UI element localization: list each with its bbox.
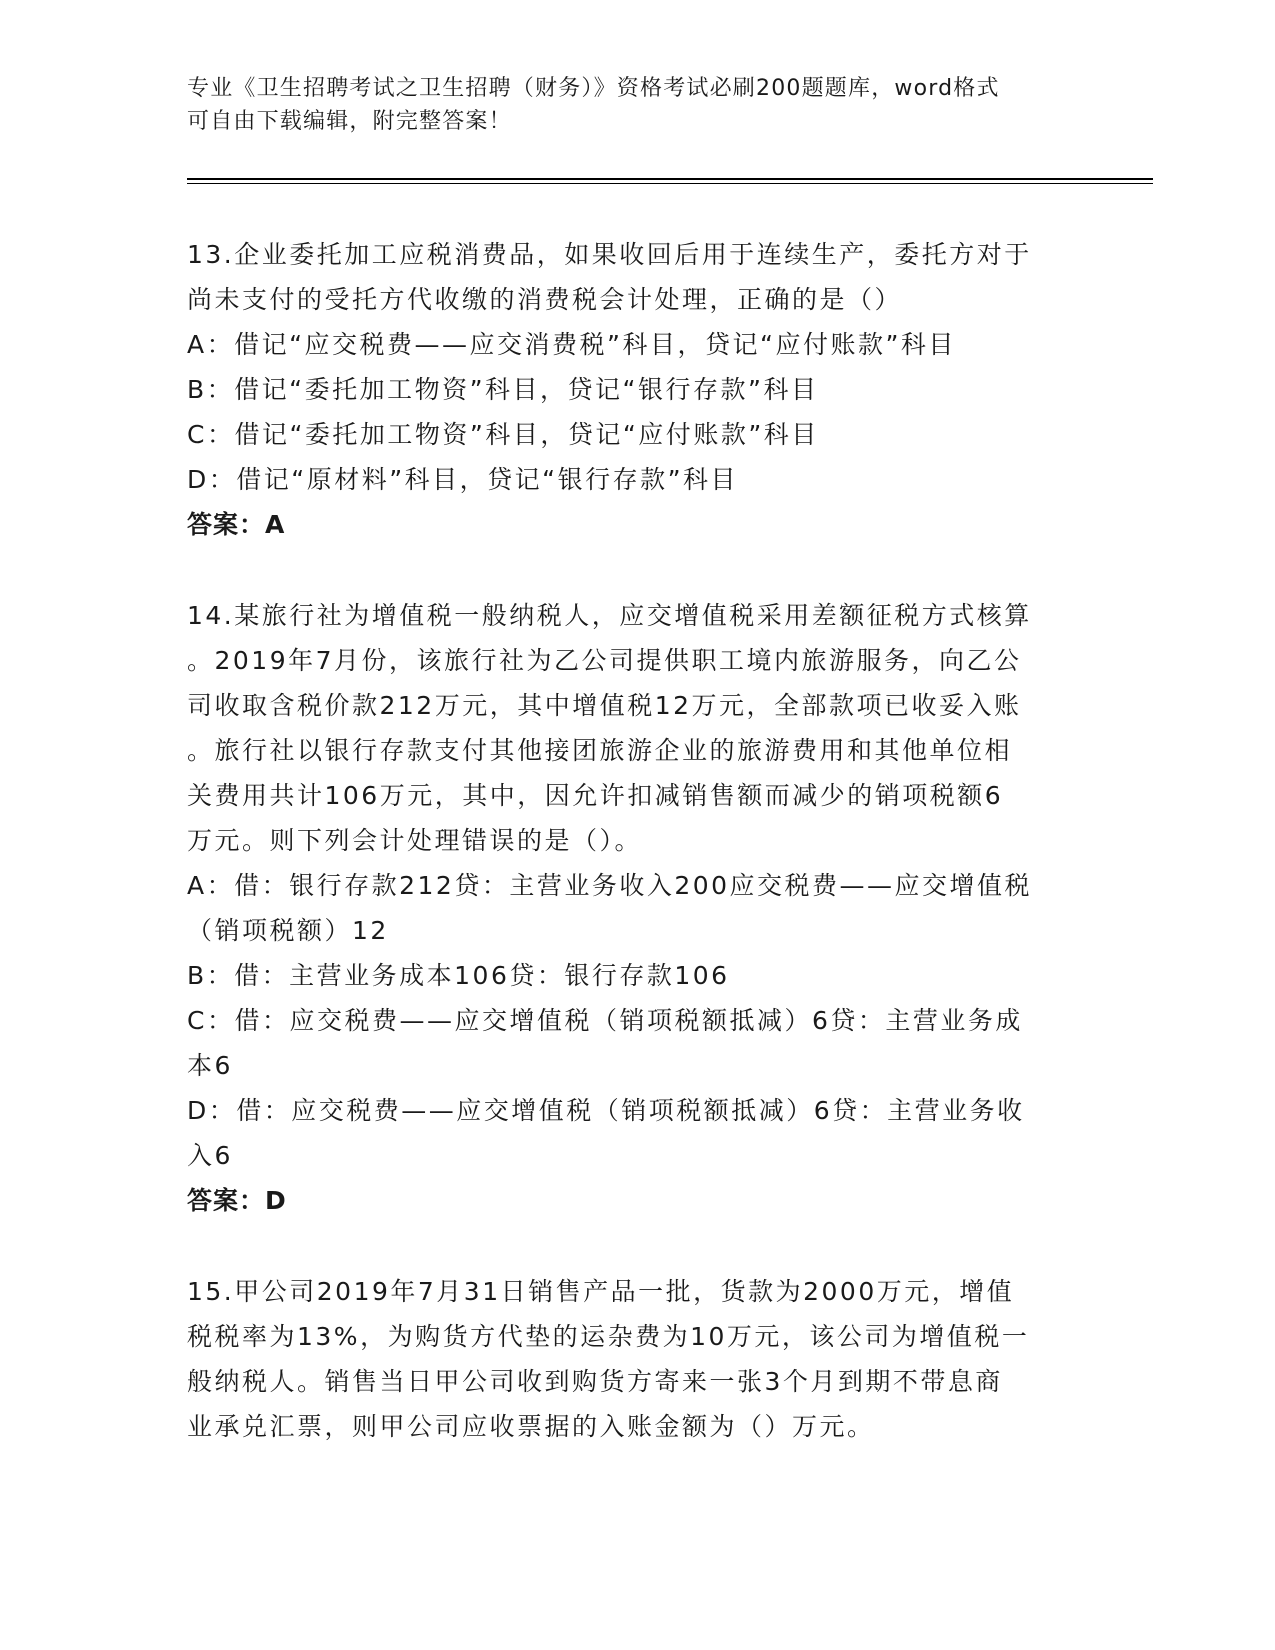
header-divider-thick [187, 178, 1153, 180]
option-a: A：借记“应交税费——应交消费税”科目，贷记“应付账款”科目 [187, 330, 956, 359]
question-text-line: 业承兑汇票，则甲公司应收票据的入账金额为（）万元。 [187, 1412, 875, 1441]
question-text-line: 司收取含税价款212万元，其中增值税12万元，全部款项已收妥入账 [187, 691, 1022, 720]
option-c-line-2: 本6 [187, 1051, 233, 1080]
question-text-line: 关费用共计106万元，其中，因允许扣减销售额而减少的销项税额6 [187, 781, 1004, 810]
header-divider-thin [187, 183, 1153, 184]
answer-label: 答案：A [187, 510, 286, 539]
answer-label: 答案：D [187, 1186, 287, 1215]
question-14 [187, 593, 1067, 1223]
question-13 [187, 232, 1067, 547]
option-c [187, 998, 1067, 1088]
option-c-line-1: C：借：应交税费——应交增值税（销项税额抵减）6贷：主营业务成 [187, 1006, 1023, 1035]
question-text-line: 15.甲公司2019年7月31日销售产品一批，货款为2000万元，增值 [187, 1277, 1015, 1306]
option-d-line-1: D：借：应交税费——应交增值税（销项税额抵减）6贷：主营业务收 [187, 1096, 1025, 1125]
question-text-line: 万元。则下列会计处理错误的是（）。 [187, 826, 643, 855]
question-text-line: 税税率为13%，为购货方代垫的运杂费为10万元，该公司为增值税一 [187, 1322, 1030, 1351]
option-c: C：借记“委托加工物资”科目，贷记“应付账款”科目 [187, 420, 819, 449]
document-header [187, 72, 1067, 138]
header-line-2: 可自由下载编辑，附完整答案！ [187, 109, 512, 134]
option-d [187, 1088, 1067, 1178]
option-d-line-2: 入6 [187, 1141, 233, 1170]
question-list [187, 232, 1067, 1449]
option-b: B：借记“委托加工物资”科目，贷记“银行存款”科目 [187, 375, 819, 404]
question-text-line: 14.某旅行社为增值税一般纳税人，应交增值税采用差额征税方式核算 [187, 601, 1032, 630]
question-text-line: 般纳税人。销售当日甲公司收到购货方寄来一张3个月到期不带息商 [187, 1367, 1003, 1396]
question-text-line: 13.企业委托加工应税消费品，如果收回后用于连续生产，委托方对于 [187, 240, 1032, 269]
header-line-1: 专业《卫生招聘考试之卫生招聘（财务）》资格考试必刷200题题库，word格式 [187, 76, 1000, 101]
option-b: B：借：主营业务成本106贷：银行存款106 [187, 961, 730, 990]
question-15 [187, 1269, 1067, 1449]
question-text-line: 。2019年7月份，该旅行社为乙公司提供职工境内旅游服务，向乙公 [187, 646, 1022, 675]
option-d: D：借记“原材料”科目，贷记“银行存款”科目 [187, 465, 739, 494]
question-text-line: 。旅行社以银行存款支付其他接团旅游企业的旅游费用和其他单位相 [187, 736, 1013, 765]
option-a [187, 863, 1067, 953]
question-text-line: 尚未支付的受托方代收缴的消费税会计处理，正确的是（） [187, 285, 903, 314]
option-a-line-1: A：借：银行存款212贷：主营业务收入200应交税费——应交增值税 [187, 871, 1033, 900]
option-a-line-2: （销项税额）12 [187, 916, 389, 945]
